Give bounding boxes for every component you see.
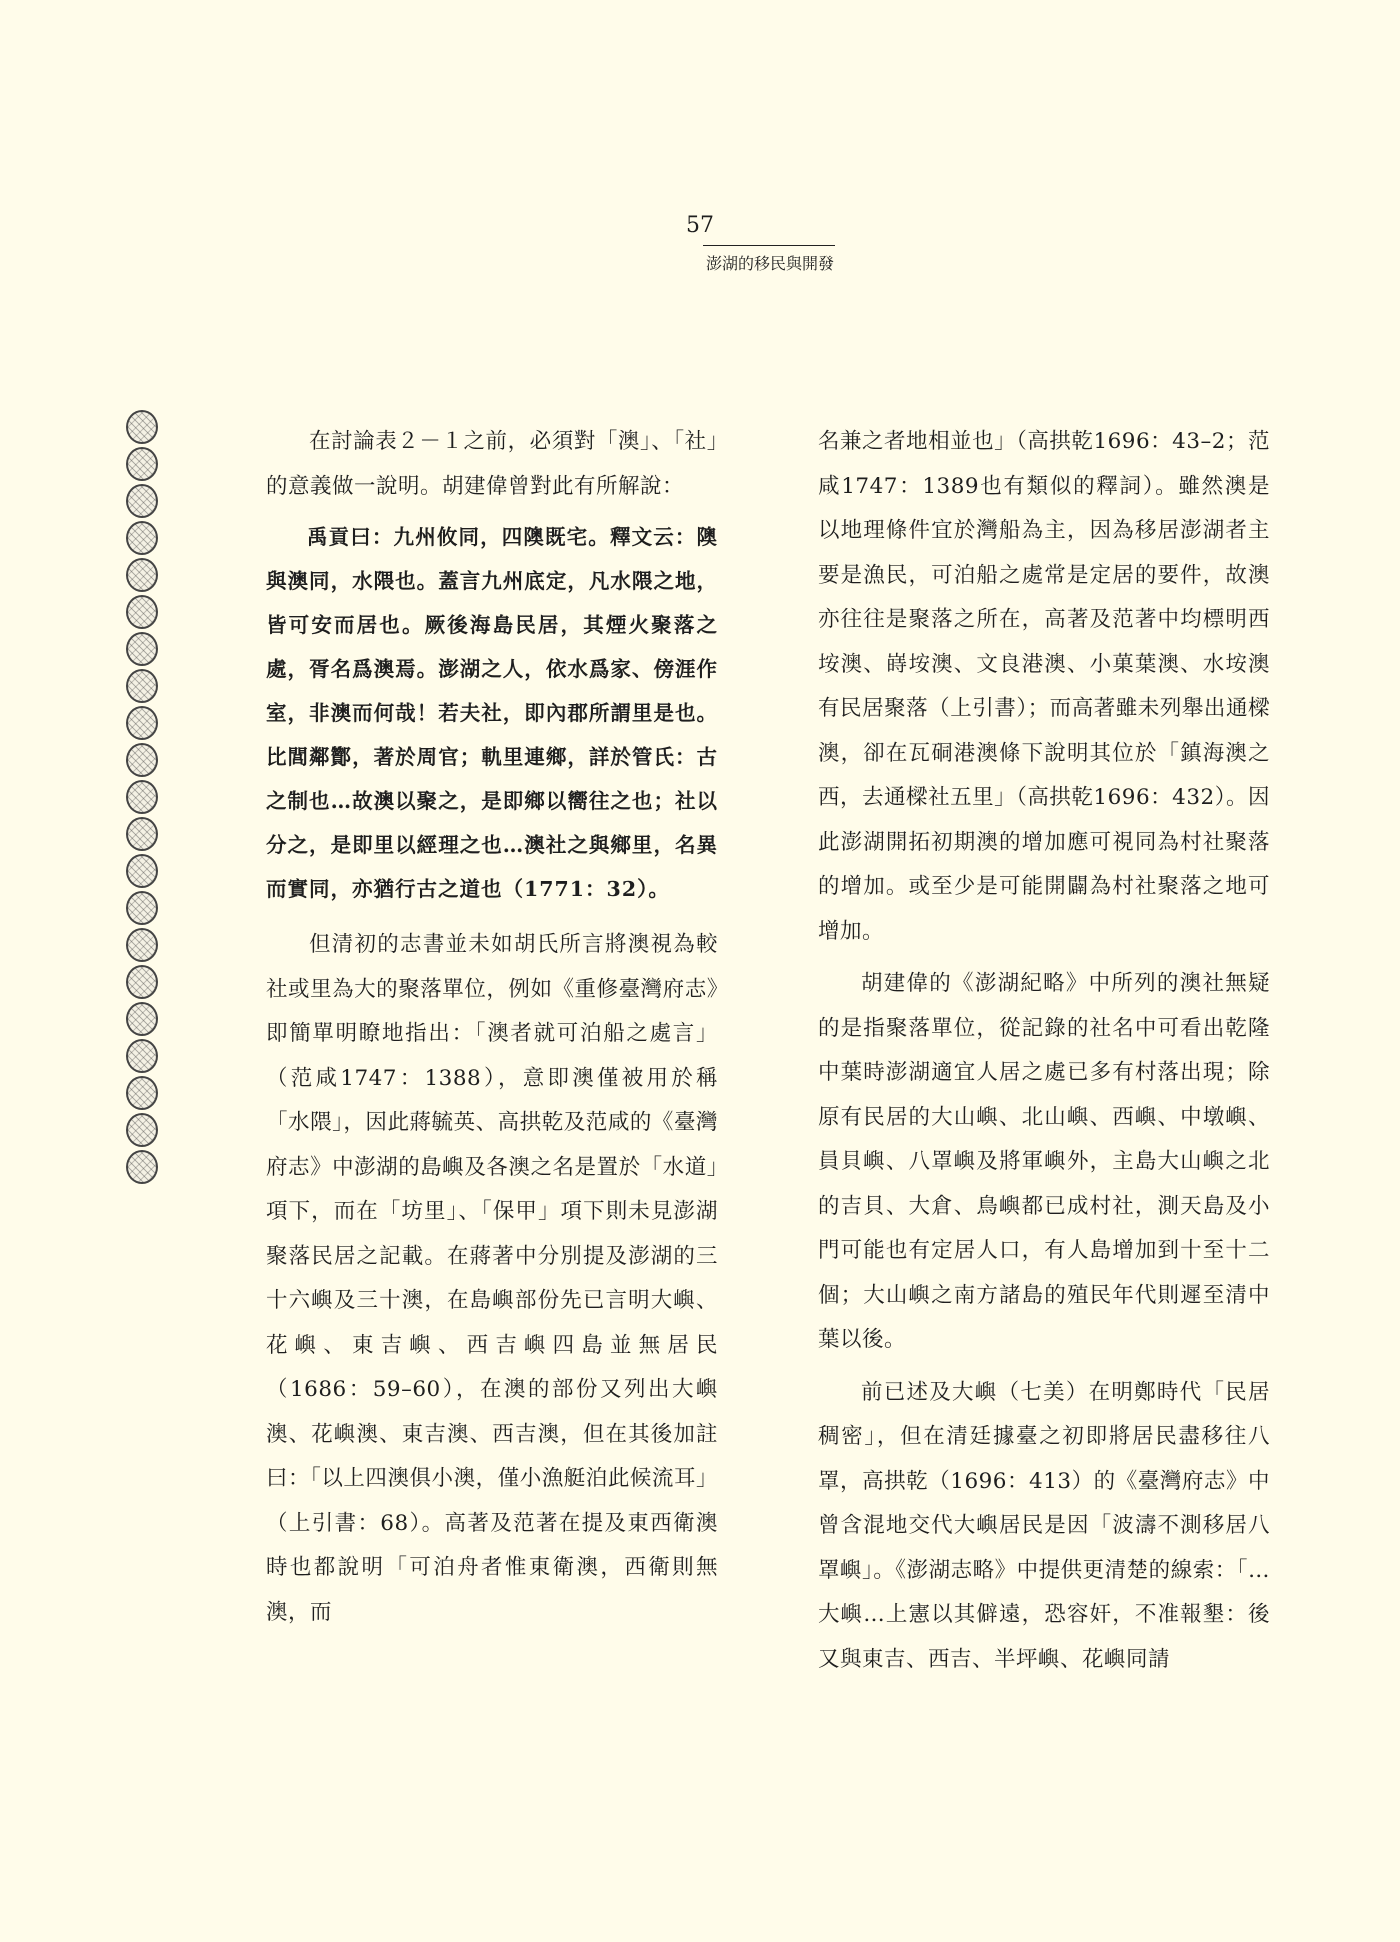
seal-stamp-column [124, 410, 162, 1187]
seal-icon [126, 484, 158, 518]
seal-icon [126, 1076, 158, 1110]
seal-icon [126, 521, 158, 555]
seal-icon [126, 1113, 158, 1147]
seal-icon [126, 558, 158, 592]
paragraph: 在討論表２－１之前，必須對「澳」、「社」的意義做一說明。胡建偉曾對此有所解說： [266, 429, 718, 499]
seal-icon [126, 743, 158, 777]
paragraph: 但清初的志書並未如胡氏所言將澳視為較社或里為大的聚落單位，例如《重修臺灣府志》即簡單明瞭地指出：「澳者就可泊船之處言」（范咸1747：1388），意即澳僅被用於稱「水隈」，因此蔣毓英、高拱乾及范咸的《臺灣府志》中澎湖的島嶼及各澳之名是置於「水道」項下，而在「坊里」、「保甲」項下則未見澎湖聚落民居之記載。在蔣著中分別提及澎湖的三十六嶼及三十澳，在島嶼部份先已言明大嶼、花嶼、東吉嶼、西吉嶼四島並無居民（1686：59–60），在澳的部份又列出大嶼澳、花嶼澳、東吉澳、西吉澳，但在其後加註曰：「以上四澳俱小澳，僅小漁艇泊此候流耳」（上引書：68）。高著及范著在提及東西衛澳時也都說明「可泊舟者惟東衛澳，西衛則無澳，而 [266, 932, 718, 1625]
left-text-column [266, 420, 718, 1635]
paragraph: 胡建偉的《澎湖紀略》中所列的澳社無疑的是指聚落單位，從記錄的社名中可看出乾隆中葉時澎湖適宜人居之處已多有村落出現；除原有民居的大山嶼、北山嶼、西嶼、中墩嶼、員貝嶼、八罩嶼及將軍嶼外，主島大山嶼之北的吉貝、大倉、鳥嶼都已成村社，測天島及小門可能也有定居人口，有人島增加到十至十二個；大山嶼之南方諸島的殖民年代則遲至清中葉以後。 [818, 971, 1270, 1352]
seal-icon [126, 1002, 158, 1036]
seal-icon [126, 410, 158, 444]
right-text-column [818, 420, 1270, 1682]
seal-icon [126, 891, 158, 925]
seal-icon [126, 780, 158, 814]
seal-icon [126, 447, 158, 481]
seal-icon [126, 817, 158, 851]
paragraph-continued: 名兼之者地相並也」（高拱乾1696：43–2；范咸1747：1389也有類似的釋詞）。雖然澳是以地理條件宜於灣船為主，因為移居澎湖者主要是漁民，可泊船之處常是定居的要件，故澳亦往往是聚落之所在，高著及范著中均標明西垵澳、嵵垵澳、文良港澳、小菓葉澳、水垵澳有民居聚落（上引書）；而高著雖未列舉出通樑澳，卻在瓦硐港澳條下說明其位於「鎮海澳之西，去通樑社五里」（高拱乾1696：432）。因此澎湖開拓初期澳的增加應可視同為村社聚落的增加。或至少是可能開闢為村社聚落之地可增加。 [818, 429, 1270, 944]
header-rule [703, 245, 835, 246]
seal-icon [126, 706, 158, 740]
block-quote: 禹貢曰：九州攸同，四隩既宅。釋文云：隩與澳同，水隈也。蓋言九州底定，凡水隈之地，皆可安而居也。厥後海島民居，其煙火聚落之處，胥名爲澳焉。澎湖之人，依水爲家、傍涯作室，非澳而何哉！若夫社，即內郡所謂里是也。比閭鄰酇，著於周官；軌里連鄉，詳於管氏：古之制也…故澳以聚之，是即鄉以嚮往之也；社以分之，是即里以經理之也…澳社之與鄉里，名異而實同，亦猶行古之道也（1771：32）。 [266, 525, 718, 901]
page-number: 57 [686, 213, 714, 238]
seal-icon [126, 595, 158, 629]
seal-icon [126, 1150, 158, 1184]
seal-icon [126, 928, 158, 962]
seal-icon [126, 632, 158, 666]
seal-icon [126, 1039, 158, 1073]
seal-icon [126, 669, 158, 703]
running-header-title: 澎湖的移民與開發 [705, 254, 834, 273]
seal-icon [126, 854, 158, 888]
seal-icon [126, 965, 158, 999]
paragraph: 前已述及大嶼（七美）在明鄭時代「民居稠密」，但在清廷據臺之初即將居民盡移往八罩，高拱乾（1696：413）的《臺灣府志》中曾含混地交代大嶼居民是因「波濤不測移居八罩嶼」。《澎湖志略》中提供更清楚的線索：「…大嶼…上憲以其僻遠，恐容奸，不准報墾：後又與東吉、西吉、半坪嶼、花嶼同請 [818, 1379, 1270, 1672]
